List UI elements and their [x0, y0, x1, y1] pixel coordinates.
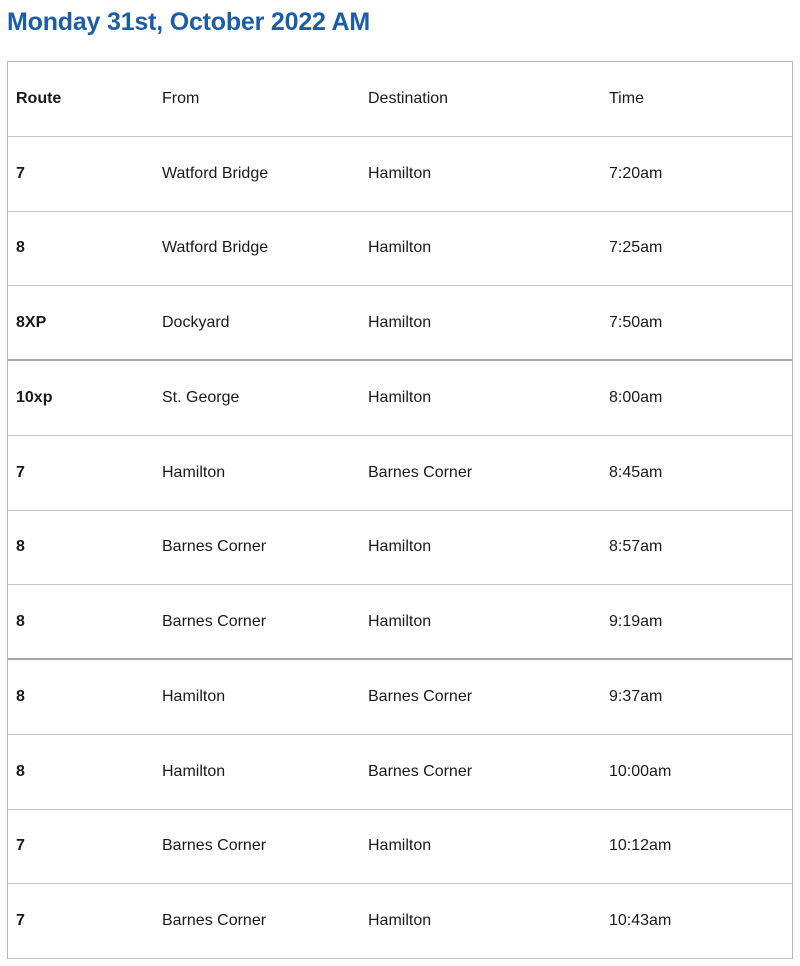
page-title: Monday 31st, October 2022 AM	[7, 8, 371, 36]
table-row	[8, 585, 792, 660]
schedule-table	[7, 61, 793, 959]
cell-time: 8:00am	[609, 388, 663, 406]
cell-from: Barnes Corner	[162, 837, 267, 855]
cell-time: 9:37am	[609, 687, 663, 705]
cell-destination: Hamilton	[368, 388, 432, 406]
table-row	[8, 810, 792, 885]
cell-time: 10:12am	[609, 837, 672, 855]
cell-destination: Hamilton	[368, 313, 432, 331]
cell-destination: Hamilton	[368, 164, 432, 182]
cell-from: Watford Bridge	[162, 164, 269, 182]
table-row	[8, 286, 792, 361]
table-body	[8, 137, 792, 959]
column-header-destination: Destination	[368, 89, 449, 107]
column-header-from: From	[162, 89, 200, 107]
cell-route: 8	[16, 762, 25, 780]
table-row	[8, 511, 792, 586]
cell-time: 8:45am	[609, 463, 663, 481]
table-row	[8, 735, 792, 810]
table-row	[8, 137, 792, 212]
cell-destination: Hamilton	[368, 612, 432, 630]
cell-from: Barnes Corner	[162, 538, 267, 556]
cell-destination: Barnes Corner	[368, 463, 473, 481]
table-row	[8, 361, 792, 436]
column-header-time: Time	[609, 89, 644, 107]
table-header-row	[8, 62, 792, 137]
cell-from: St. George	[162, 388, 240, 406]
cell-from: Hamilton	[162, 463, 226, 481]
cell-time: 10:43am	[609, 912, 672, 930]
cell-time: 7:25am	[609, 239, 663, 257]
cell-route: 8XP	[16, 313, 47, 331]
cell-route: 8	[16, 687, 25, 705]
cell-time: 7:20am	[609, 164, 663, 182]
cell-destination: Barnes Corner	[368, 762, 473, 780]
cell-destination: Hamilton	[368, 239, 432, 257]
cell-from: Watford Bridge	[162, 239, 269, 257]
table-row	[8, 212, 792, 287]
cell-from: Barnes Corner	[162, 612, 267, 630]
cell-from: Barnes Corner	[162, 912, 267, 930]
cell-destination: Hamilton	[368, 912, 432, 930]
cell-time: 8:57am	[609, 538, 663, 556]
cell-time: 9:19am	[609, 612, 663, 630]
cell-destination: Barnes Corner	[368, 687, 473, 705]
table-row	[8, 660, 792, 735]
cell-route: 8	[16, 538, 25, 556]
column-header-route: Route	[16, 89, 62, 107]
cell-from: Hamilton	[162, 762, 226, 780]
cell-route: 7	[16, 463, 25, 481]
cell-destination: Hamilton	[368, 538, 432, 556]
cell-route: 7	[16, 164, 25, 182]
cell-destination: Hamilton	[368, 837, 432, 855]
cell-route: 8	[16, 612, 25, 630]
table-row	[8, 436, 792, 511]
cell-from: Dockyard	[162, 313, 230, 331]
cell-route: 7	[16, 837, 25, 855]
cell-route: 7	[16, 912, 25, 930]
cell-route: 10xp	[16, 388, 53, 406]
cell-route: 8	[16, 239, 25, 257]
cell-time: 10:00am	[609, 762, 672, 780]
cell-time: 7:50am	[609, 313, 663, 331]
cell-from: Hamilton	[162, 687, 226, 705]
table-row	[8, 884, 792, 959]
